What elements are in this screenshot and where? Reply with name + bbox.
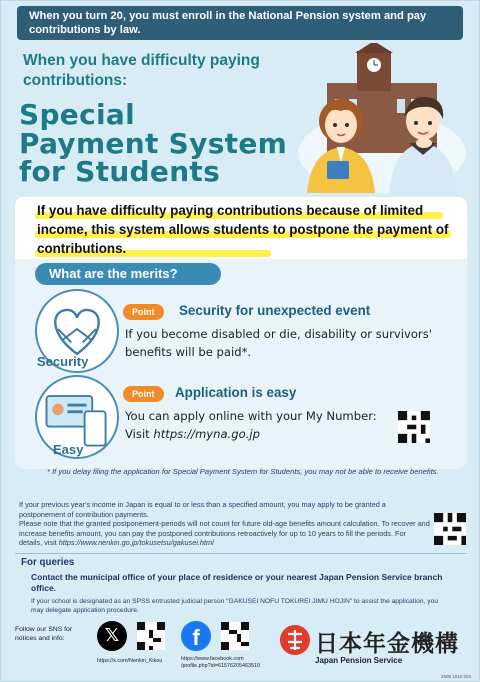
facebook-qr-code[interactable] xyxy=(221,622,249,650)
visit-prefix: Visit xyxy=(125,427,154,441)
title-line-3: for Students xyxy=(19,155,221,188)
merit-heading: Application is easy xyxy=(175,385,297,400)
lead-panel xyxy=(15,197,467,259)
point-badge: Point xyxy=(123,304,164,320)
nenkin-qr-code[interactable] xyxy=(434,513,466,545)
students-illustration xyxy=(297,43,467,193)
myna-link[interactable]: https://myna.go.jp xyxy=(153,427,260,441)
title-line-1: Special xyxy=(19,98,135,131)
sns-label: Follow our SNS for notices and info: xyxy=(15,626,73,642)
x-qr-code[interactable] xyxy=(137,622,165,650)
law-banner: When you turn 20, you must enroll in the National Pension system and pay contributions by law. xyxy=(17,6,463,40)
footnote: * If you delay filing the application for Special Payment System for Students, you may not be able to receive benefits. xyxy=(47,467,439,476)
security-label: Security xyxy=(37,354,89,369)
contact-text: Contact the municipal office of your place of residence or your nearest Japan Pension Service branch office. xyxy=(31,572,443,593)
info-paragraph: If your previous year's income in Japan is equal to or less than a specified amount, you may apply to be granted a postponement of contribution payments. xyxy=(19,500,386,519)
merit-body-line: You can apply online with your My Number: xyxy=(125,409,377,423)
info-text: Please note that the granted postponement-periods will not count for future old-age benefits amount calculation. To recover and increase benefits amount, you can pay the postponed contributions retroactively for up to 10 years to fill the periods. xyxy=(19,519,430,538)
x-logo-icon[interactable]: 𝕏 xyxy=(97,621,127,651)
merit-heading: Security for unexpected event xyxy=(179,303,371,318)
nenkin-link[interactable]: https://www.nenkin.go.jp/tokusetsu/gakusei.html xyxy=(58,538,214,548)
visit-line xyxy=(125,425,405,443)
divider xyxy=(15,553,467,554)
merits-panel xyxy=(15,259,467,469)
merits-heading: What are the merits? xyxy=(35,263,221,285)
queries-label: For queries xyxy=(21,557,75,568)
details-prefix: For details, visit xyxy=(19,528,406,548)
lead-text: If you have difficulty paying contributions because of limited income, this system allows students to postpone the payment of contributions. xyxy=(37,203,449,256)
org-name-jp: 日本年金機構 xyxy=(315,631,459,657)
facebook-logo-icon[interactable]: f xyxy=(181,621,211,651)
point-badge: Point xyxy=(123,386,164,402)
facebook-url[interactable]: https://www.facebook.com /profile.php?id=61576205463510 xyxy=(181,656,260,669)
org-name-en: Japan Pension Service xyxy=(315,656,403,665)
doc-code: 2505 1010 003 xyxy=(441,674,472,679)
jps-logo-icon xyxy=(279,624,311,656)
info-paragraph xyxy=(19,519,431,548)
merit-body: If you become disabled or die, disability or survivors' benefits will be paid*. xyxy=(125,327,432,359)
merit-body xyxy=(125,407,405,443)
x-url[interactable]: https://x.com/Nenkin_Kikou xyxy=(97,658,163,664)
title-line-2: Payment System xyxy=(19,126,288,160)
info-block xyxy=(19,500,431,548)
myna-qr-code[interactable] xyxy=(398,411,430,443)
easy-label: Easy xyxy=(53,442,84,457)
subheading: When you have difficulty paying contributions: xyxy=(23,52,260,89)
page-title xyxy=(19,98,319,188)
school-note: If your school is designated as an SPSS entrusted judicial person "GAKUSEI NOFU TOKUREI JIMU HOJIN" to assist the application, you may delegate application procedure. xyxy=(31,598,439,614)
